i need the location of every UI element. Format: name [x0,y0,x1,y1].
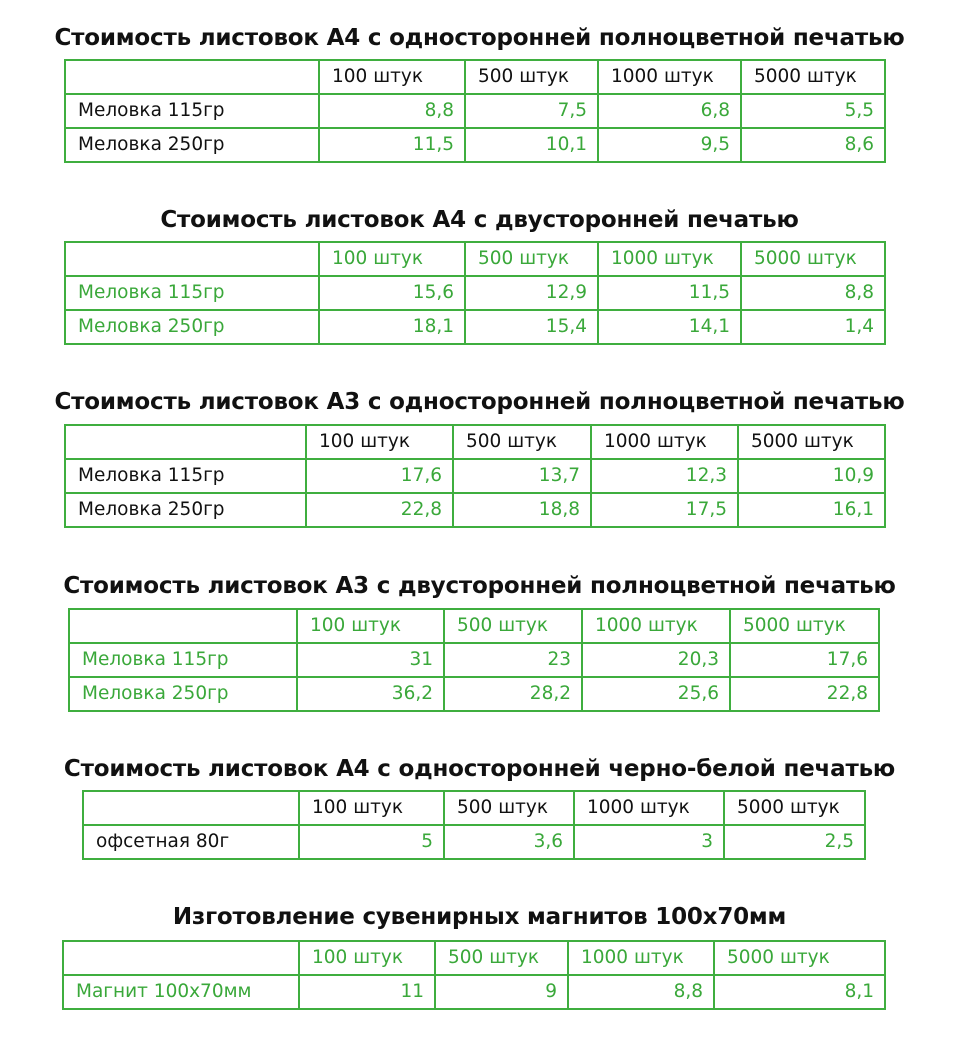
row-label: Магнит 100х70мм [63,975,299,1009]
table-row [63,975,885,1009]
price-cell: 11 [299,975,435,1009]
section-title: Стоимость листовок А4 с односторонней полноцветной печатью [54,25,905,51]
row-label: Меловка 250гр [65,493,306,527]
price-cell: 31 [297,643,444,677]
price-cell: 25,6 [582,677,730,711]
price-table [64,241,886,345]
price-cell: 8,8 [319,94,465,128]
price-cell: 17,5 [591,493,738,527]
price-cell: 13,7 [453,459,591,493]
column-header: 500 штук [435,941,568,975]
price-cell: 9,5 [598,128,741,162]
row-label: Меловка 250гр [69,677,297,711]
empty-header-cell [65,242,319,276]
empty-header-cell [65,425,306,459]
column-header: 5000 штук [724,791,865,825]
table-row [65,493,885,527]
column-header: 100 штук [299,791,444,825]
column-header: 1000 штук [574,791,724,825]
price-cell: 11,5 [598,276,741,310]
table-header-row [65,60,885,94]
column-header: 500 штук [465,60,598,94]
price-table [64,424,886,528]
price-cell: 10,9 [738,459,885,493]
price-cell: 5 [299,825,444,859]
column-header: 100 штук [319,242,465,276]
price-cell: 3 [574,825,724,859]
price-cell: 11,5 [319,128,465,162]
section-title: Стоимость листовок А3 с односторонней полноцветной печатью [54,389,905,415]
column-header: 500 штук [444,791,574,825]
price-cell: 1,4 [741,310,885,344]
price-cell: 23 [444,643,582,677]
price-cell: 8,8 [568,975,714,1009]
column-header: 1000 штук [591,425,738,459]
column-header: 500 штук [465,242,598,276]
column-header: 5000 штук [730,609,879,643]
table-header-row [63,941,885,975]
price-table [82,790,866,860]
column-header: 5000 штук [738,425,885,459]
column-header: 1000 штук [598,60,741,94]
table-row [65,276,885,310]
table-header-row [65,242,885,276]
table-row [65,459,885,493]
price-cell: 6,8 [598,94,741,128]
column-header: 1000 штук [598,242,741,276]
price-cell: 17,6 [306,459,453,493]
table-row [69,677,879,711]
row-label: Меловка 115гр [65,459,306,493]
price-cell: 18,1 [319,310,465,344]
row-label: Меловка 115гр [69,643,297,677]
column-header: 1000 штук [582,609,730,643]
column-header: 100 штук [299,941,435,975]
price-cell: 12,3 [591,459,738,493]
section-title: Стоимость листовок А3 с двусторонней полноцветной печатью [63,573,896,599]
price-cell: 14,1 [598,310,741,344]
price-cell: 10,1 [465,128,598,162]
price-cell: 22,8 [730,677,879,711]
price-cell: 15,4 [465,310,598,344]
table-header-row [65,425,885,459]
price-table [64,59,886,163]
price-cell: 3,6 [444,825,574,859]
empty-header-cell [63,941,299,975]
row-label: Меловка 115гр [65,276,319,310]
price-table [68,608,880,712]
table-row [69,643,879,677]
price-cell: 8,8 [741,276,885,310]
column-header: 100 штук [297,609,444,643]
price-cell: 18,8 [453,493,591,527]
table-row [65,94,885,128]
empty-header-cell [65,60,319,94]
row-label: Меловка 115гр [65,94,319,128]
column-header: 1000 штук [568,941,714,975]
price-cell: 28,2 [444,677,582,711]
column-header: 500 штук [453,425,591,459]
table-header-row [83,791,865,825]
row-label: Меловка 250гр [65,128,319,162]
empty-header-cell [69,609,297,643]
row-label: Меловка 250гр [65,310,319,344]
price-cell: 15,6 [319,276,465,310]
section-title: Стоимость листовок А4 с односторонней черно-белой печатью [63,756,896,782]
column-header: 5000 штук [741,242,885,276]
price-cell: 5,5 [741,94,885,128]
section-title: Стоимость листовок А4 с двусторонней печатью [160,207,799,233]
price-cell: 16,1 [738,493,885,527]
column-header: 100 штук [319,60,465,94]
table-header-row [69,609,879,643]
row-label: офсетная 80г [83,825,299,859]
empty-header-cell [83,791,299,825]
price-table [62,940,886,1010]
table-row [65,310,885,344]
column-header: 100 штук [306,425,453,459]
price-cell: 8,1 [714,975,885,1009]
price-cell: 8,6 [741,128,885,162]
price-cell: 36,2 [297,677,444,711]
price-cell: 9 [435,975,568,1009]
price-cell: 22,8 [306,493,453,527]
table-row [65,128,885,162]
price-cell: 20,3 [582,643,730,677]
column-header: 5000 штук [714,941,885,975]
price-cell: 17,6 [730,643,879,677]
column-header: 5000 штук [741,60,885,94]
price-cell: 2,5 [724,825,865,859]
price-cell: 7,5 [465,94,598,128]
section-title: Изготовление сувенирных магнитов 100х70мм [172,904,787,930]
column-header: 500 штук [444,609,582,643]
price-cell: 12,9 [465,276,598,310]
table-row [83,825,865,859]
